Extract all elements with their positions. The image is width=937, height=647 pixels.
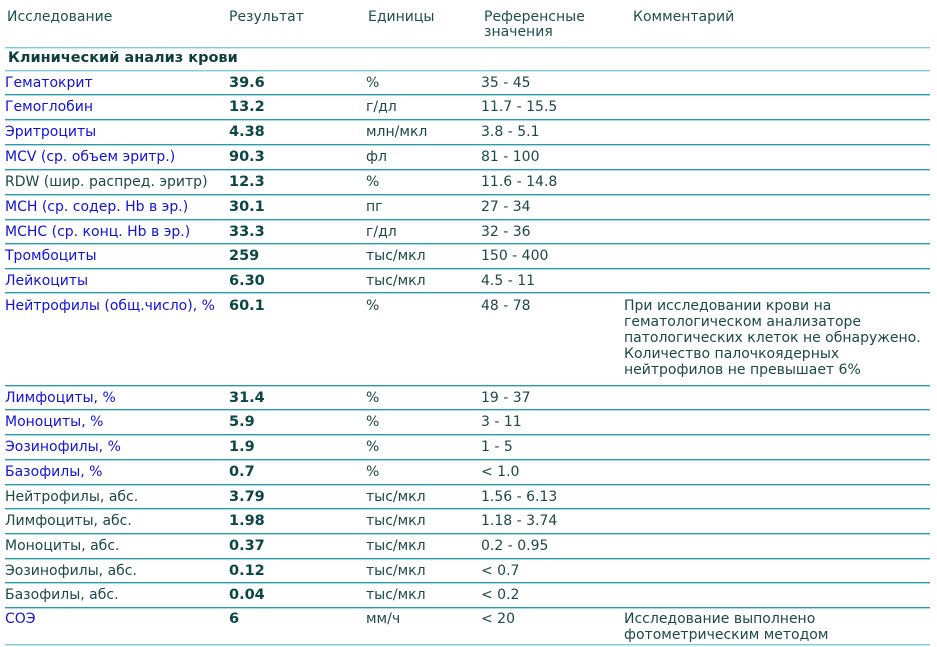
row-result: 60.1: [229, 298, 265, 314]
row-result: 0.04: [229, 587, 265, 603]
row-unit: фл: [366, 149, 387, 165]
row-unit: тыс/мкл: [366, 563, 426, 579]
row-reference: 11.7 - 15.5: [481, 99, 558, 115]
row-divider: [5, 434, 930, 435]
row-unit: тыс/мкл: [366, 489, 426, 505]
row-unit: %: [366, 439, 380, 455]
row-name-link[interactable]: Гематокрит: [5, 75, 93, 91]
row-reference: 4.5 - 11: [481, 273, 536, 289]
row-name-link[interactable]: Эритроциты: [5, 124, 97, 140]
row-reference: 81 - 100: [481, 149, 540, 165]
row-divider: [5, 194, 930, 195]
row-unit: млн/мкл: [366, 124, 428, 140]
row-reference: 0.2 - 0.95: [481, 538, 549, 554]
row-unit: %: [366, 390, 380, 406]
row-unit: г/дл: [366, 224, 397, 240]
row-result: 6: [229, 611, 240, 627]
row-name: Лимфоциты, абс.: [5, 513, 132, 529]
row-unit: тыс/мкл: [366, 587, 426, 603]
row-result: 0.12: [229, 563, 265, 579]
row-divider: [5, 243, 930, 244]
row-result: 33.3: [229, 224, 265, 240]
header-comment: Комментарий: [633, 9, 735, 25]
row-divider: [5, 169, 930, 170]
row-divider: [5, 582, 930, 583]
table-header: [0, 10, 937, 47]
row-name: Моноциты, абс.: [5, 538, 120, 554]
section-title: Клинический анализ крови: [8, 50, 238, 66]
row-unit: %: [366, 75, 380, 91]
row-divider: [5, 219, 930, 220]
header-result: Результат: [229, 9, 304, 25]
row-result: 0.37: [229, 538, 265, 554]
row-result: 259: [229, 248, 260, 264]
row-reference: < 20: [481, 611, 515, 627]
row-reference: 27 - 34: [481, 199, 531, 215]
row-result: 12.3: [229, 174, 265, 190]
row-result: 0.7: [229, 464, 255, 480]
row-comment: Исследование выполнено фотометрическим методом: [624, 611, 829, 643]
row-name: Базофилы, абс.: [5, 587, 119, 603]
row-name-link[interactable]: Эозинофилы, %: [5, 439, 121, 455]
row-reference: 150 - 400: [481, 248, 549, 264]
row-unit: г/дл: [366, 99, 397, 115]
row-result: 1.98: [229, 513, 265, 529]
row-name-link[interactable]: Нейтрофилы (общ.число), %: [5, 298, 215, 314]
row-reference: 35 - 45: [481, 75, 531, 91]
row-result: 13.2: [229, 99, 265, 115]
row-reference: < 0.7: [481, 563, 520, 579]
row-name-link[interactable]: MCH (ср. содер. Hb в эр.): [5, 199, 189, 215]
row-reference: 1 - 5: [481, 439, 513, 455]
row-divider: [5, 644, 930, 645]
row-unit: тыс/мкл: [366, 513, 426, 529]
row-reference: < 0.2: [481, 587, 520, 603]
row-name-link[interactable]: MCHC (ср. конц. Hb в эр.): [5, 224, 191, 240]
row-name-link[interactable]: Моноциты, %: [5, 414, 104, 430]
row-divider: [5, 144, 930, 145]
row-unit: тыс/мкл: [366, 273, 426, 289]
row-reference: 3.8 - 5.1: [481, 124, 540, 140]
row-reference: 32 - 36: [481, 224, 531, 240]
row-divider: [5, 94, 930, 95]
row-result: 1.9: [229, 439, 255, 455]
row-divider: [5, 533, 930, 534]
row-name-link[interactable]: Гемоглобин: [5, 99, 94, 115]
row-reference: 19 - 37: [481, 390, 531, 406]
header-divider: [5, 47, 930, 48]
row-result: 3.79: [229, 489, 265, 505]
row-result: 4.38: [229, 124, 265, 140]
row-name: RDW (шир. распред. эритр): [5, 174, 208, 190]
row-result: 39.6: [229, 75, 265, 91]
row-name-link[interactable]: Тромбоциты: [5, 248, 97, 264]
row-divider: [5, 607, 930, 608]
row-name: Нейтрофилы, абс.: [5, 489, 139, 505]
row-reference: < 1.0: [481, 464, 520, 480]
row-unit: %: [366, 464, 380, 480]
section-divider: [5, 70, 930, 71]
row-divider: [5, 459, 930, 460]
row-result: 6.30: [229, 273, 265, 289]
row-result: 31.4: [229, 390, 265, 406]
header-units: Единицы: [368, 9, 435, 25]
row-unit: мм/ч: [366, 611, 401, 627]
row-divider: [5, 508, 930, 509]
row-result: 30.1: [229, 199, 265, 215]
row-result: 5.9: [229, 414, 255, 430]
header-reference: Референсные значения: [484, 9, 585, 40]
row-divider: [5, 119, 930, 120]
row-divider: [5, 292, 930, 293]
row-divider: [5, 385, 930, 386]
row-unit: %: [366, 298, 380, 314]
row-unit: %: [366, 174, 380, 190]
row-reference: 3 - 11: [481, 414, 522, 430]
row-divider: [5, 558, 930, 559]
row-name: Эозинофилы, абс.: [5, 563, 137, 579]
row-name-link[interactable]: Лимфоциты, %: [5, 390, 116, 406]
row-divider: [5, 484, 930, 485]
row-unit: тыс/мкл: [366, 248, 426, 264]
header-study: Исследование: [7, 9, 113, 25]
row-divider: [5, 409, 930, 410]
row-unit: %: [366, 414, 380, 430]
row-result: 90.3: [229, 149, 265, 165]
row-unit: пг: [366, 199, 383, 215]
row-name-link[interactable]: СОЭ: [5, 611, 36, 627]
row-reference: 48 - 78: [481, 298, 531, 314]
row-reference: 1.56 - 6.13: [481, 489, 558, 505]
row-unit: тыс/мкл: [366, 538, 426, 554]
row-divider: [5, 268, 930, 269]
row-name-link[interactable]: Лейкоциты: [5, 273, 89, 289]
row-comment: При исследовании крови на гематологическом анализаторе патологических клеток не обнаружено. Количество палочкоядерных нейтрофилов не превышает 6%: [624, 298, 921, 378]
row-name-link[interactable]: Базофилы, %: [5, 464, 103, 480]
row-reference: 1.18 - 3.74: [481, 513, 558, 529]
row-name-link[interactable]: MCV (ср. объем эритр.): [5, 149, 176, 165]
row-reference: 11.6 - 14.8: [481, 174, 558, 190]
